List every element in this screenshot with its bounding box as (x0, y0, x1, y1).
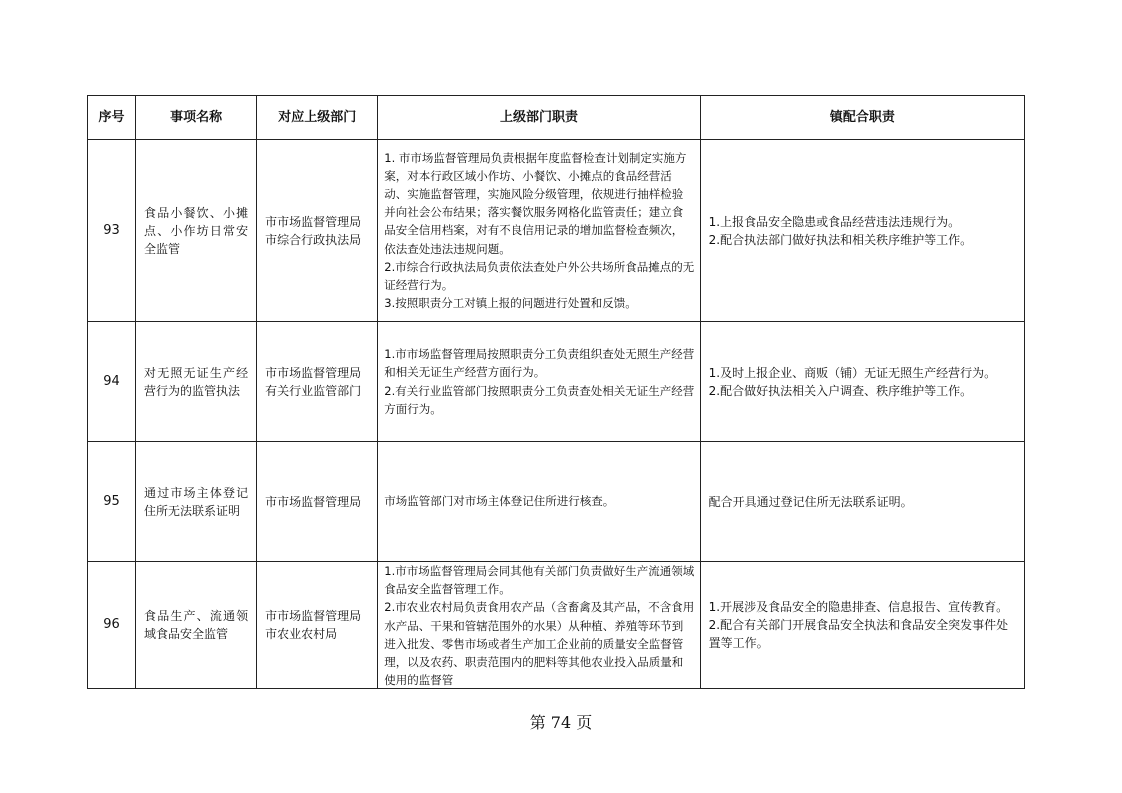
superior-duty (378, 562, 700, 689)
dept-line: 市市场监督管理局 (265, 214, 362, 229)
duty-paragraph: 1.市市场监督管理局按照职责分工负责组织查处无照生产经营和相关无证生产经营方面行为。 (384, 347, 695, 380)
superior-dept (257, 322, 378, 442)
dept-line: 市市场监督管理局 (265, 609, 362, 623)
superior-dept (257, 442, 378, 562)
header-town-duty: 镇配合职责 (700, 96, 1024, 140)
table-row (88, 322, 1025, 442)
superior-dept (257, 140, 378, 322)
town-duty (700, 562, 1024, 689)
superior-duty (378, 140, 700, 322)
duty-paragraph: 市场监管部门对市场主体登记住所进行核查。 (384, 494, 615, 509)
duty-paragraph: 1. 市市场监督管理局负责根据年度监督检查计划制定实施方案，对本行政区域小作坊、小餐饮、小摊点的食品经营活动、实施监督管理，实施风险分级管理，依规进行抽样检验并向社会公布结果；落实餐饮服务网格化监管责任；建立食品安全信用档案，对有不良信用记录的增加监督检查频次，依法查处违法违规问题。 (384, 150, 687, 256)
dept-line: 市市场监督管理局 (265, 365, 362, 380)
dept-line: 市市场监督管理局 (265, 494, 362, 509)
superior-dept (257, 562, 378, 689)
page-number: 第 74 页 (529, 713, 593, 732)
item-name: 食品小餐饮、小摊点、小作坊日常安全监管 (136, 140, 257, 322)
town-duty-paragraph: 1.及时上报企业、商贩（铺）无证无照生产经营行为。 (708, 365, 997, 380)
row-number: 93 (88, 140, 136, 322)
town-duty-paragraph: 1.开展涉及食品安全的隐患排查、信息报告、宣传教育。 (708, 600, 1009, 614)
table-header-row (88, 96, 1025, 140)
town-duty-paragraph: 2.配合有关部门开展食品安全执法和食品安全突发事件处置等工作。 (708, 618, 1009, 650)
dept-line: 市综合行政执法局 (265, 232, 362, 247)
town-duty (700, 322, 1024, 442)
town-duty-paragraph: 1.上报食品安全隐患或食品经营违法违规行为。 (708, 214, 961, 229)
row-number: 94 (88, 322, 136, 442)
town-duty-paragraph: 2.配合执法部门做好执法和相关秩序维护等工作。 (708, 232, 973, 247)
superior-duty (378, 442, 700, 562)
header-no: 序号 (88, 96, 136, 140)
item-name: 食品生产、流通领域食品安全监管 (136, 562, 257, 689)
table-row (88, 562, 1025, 689)
header-superior-duty: 上级部门职责 (378, 96, 700, 140)
town-duty (700, 442, 1024, 562)
town-duty-paragraph: 2.配合做好执法相关入户调查、秩序维护等工作。 (708, 383, 973, 398)
row-number: 95 (88, 442, 136, 562)
duty-paragraph: 2.市农业农村局负责食用农产品（含畜禽及其产品，不含食用水产品、干果和管辖范围外的水果）从种植、养殖等环节到进入批发、零售市场或者生产加工企业前的质量安全监督管理，以及农药、职责范围内的肥料等其他农业投入品质量和使用的监督管 (384, 600, 695, 688)
dept-line: 有关行业监管部门 (265, 383, 362, 398)
row-number: 96 (88, 562, 136, 689)
duty-paragraph: 3.按照职责分工对镇上报的问题进行处置和反馈。 (384, 296, 637, 311)
superior-duty (378, 322, 700, 442)
town-duty-paragraph: 配合开具通过登记住所无法联系证明。 (708, 494, 913, 509)
item-name: 通过市场主体登记住所无法联系证明 (136, 442, 257, 562)
item-name: 对无照无证生产经营行为的监管执法 (136, 322, 257, 442)
dept-line: 市农业农村局 (265, 627, 338, 641)
header-item-name: 事项名称 (136, 96, 257, 140)
duty-paragraph: 2.市综合行政执法局负责依法查处户外公共场所食品摊点的无证经营行为。 (384, 259, 695, 292)
header-superior-dept: 对应上级部门 (257, 96, 378, 140)
duty-table (87, 95, 1025, 689)
table-row (88, 442, 1025, 562)
duty-clip (384, 562, 694, 688)
duty-paragraph: 1.市市场监督管理局会同其他有关部门负责做好生产流通领域食品安全监督管理工作。 (384, 564, 695, 597)
duty-paragraph: 2.有关行业监管部门按照职责分工负责查处相关无证生产经营方面行为。 (384, 383, 695, 416)
town-duty (700, 140, 1024, 322)
table-row (88, 140, 1025, 322)
